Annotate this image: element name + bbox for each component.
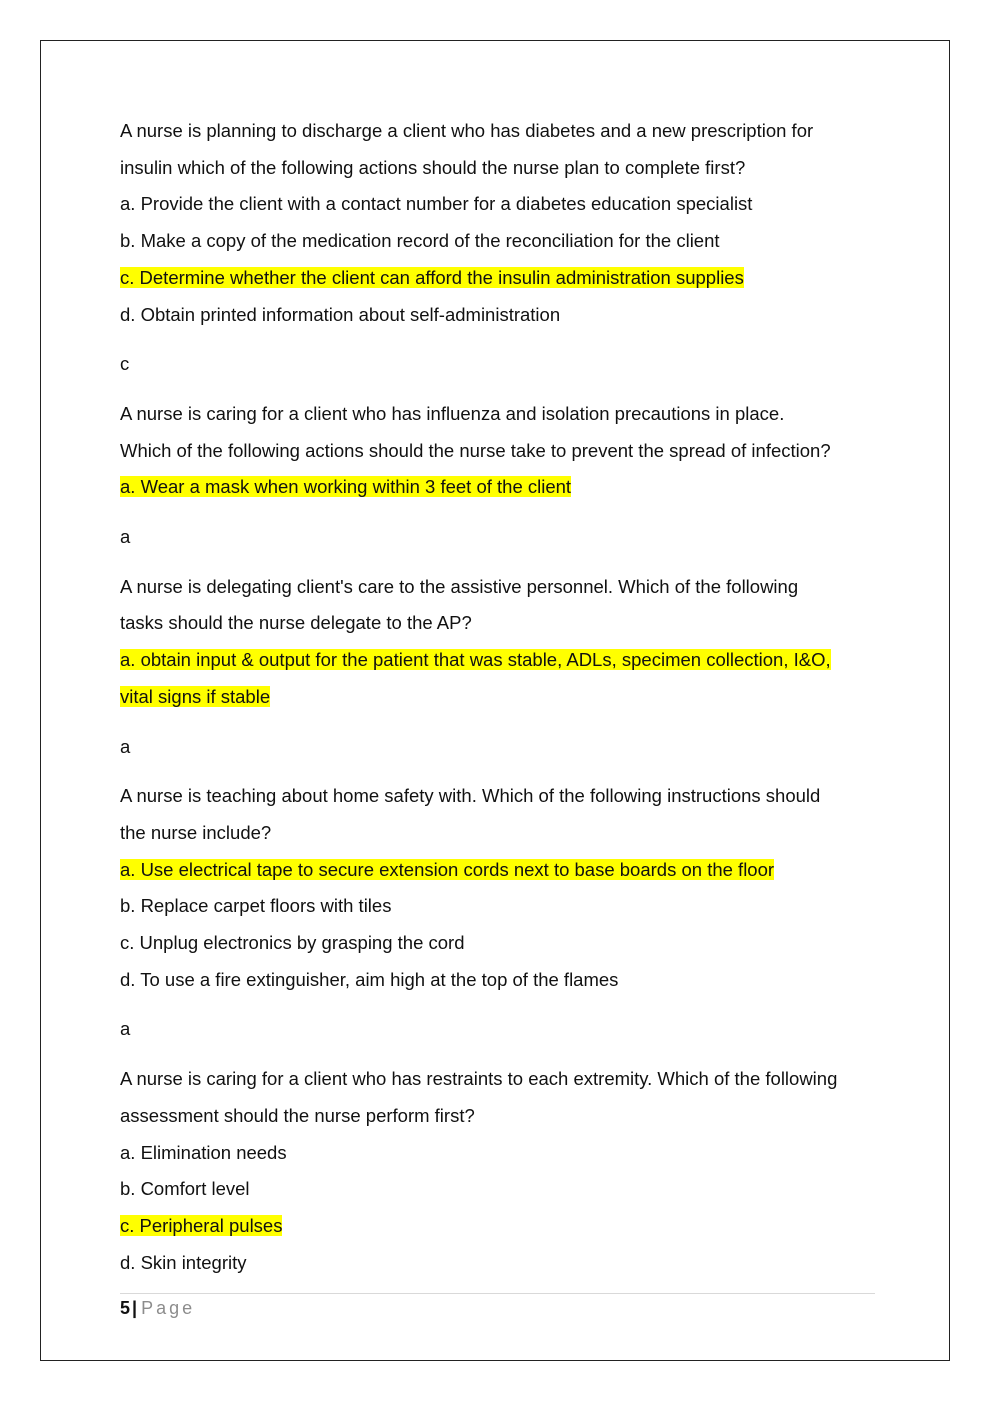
question-stem-line: A nurse is delegating client's care to the assistive personnel. Which of the following [120, 575, 799, 597]
option-a [120, 1135, 875, 1172]
question-stem-line: the nurse include? [120, 821, 272, 843]
question-block [120, 396, 875, 556]
option-text: a. Elimination needs [120, 1141, 287, 1163]
option-d [120, 297, 875, 334]
option-text: d. Skin integrity [120, 1251, 247, 1273]
question-stem-line: A nurse is teaching about home safety with. Which of the following instructions should [120, 785, 821, 807]
option-d [120, 1245, 875, 1282]
question-stem-line: A nurse is planning to discharge a client who has diabetes and a new prescription for [120, 120, 814, 141]
option-text: b. Make a copy of the medication record of the reconciliation for the client [120, 230, 720, 252]
highlighted-answer: a. obtain input & output for the patient that was stable, ADLs, specimen collection, I&O, [120, 649, 831, 671]
answer-key: c [120, 353, 130, 375]
highlighted-answer: a. Wear a mask when working within 3 feet of the client [120, 476, 572, 498]
option-d [120, 962, 875, 999]
option-text: c. Unplug electronics by grasping the cord [120, 932, 465, 954]
answer-key: a [120, 1018, 131, 1040]
option-text: d. To use a fire extinguisher, aim high at the top of the flames [120, 968, 619, 990]
answer-key: a [120, 526, 131, 548]
option-a [120, 186, 875, 223]
answer-key: a [120, 735, 131, 757]
option-text: b. Comfort level [120, 1178, 250, 1200]
question-stem-line: tasks should the nurse delegate to the AP? [120, 612, 472, 634]
option-c-highlighted [120, 1208, 875, 1245]
question-block [120, 778, 875, 1048]
highlighted-answer: a. Use electrical tape to secure extension cords next to base boards on the floor [120, 858, 775, 880]
option-c [120, 925, 875, 962]
footer-separator: | [132, 1298, 138, 1318]
option-a-highlighted [120, 852, 875, 889]
document-body [120, 113, 875, 1281]
highlighted-answer: vital signs if stable [120, 685, 271, 707]
page-label: Page [141, 1298, 196, 1318]
highlighted-answer: c. Determine whether the client can afford the insulin administration supplies [120, 266, 744, 288]
page-footer [120, 1296, 195, 1320]
option-text: d. Obtain printed information about self-administration [120, 303, 561, 325]
option-b [120, 223, 875, 260]
option-text: a. Provide the client with a contact number for a diabetes education specialist [120, 193, 753, 215]
option-a-highlighted [120, 469, 875, 506]
option-a-highlighted-cont [120, 679, 875, 716]
question-stem-line: A nurse is caring for a client who has restraints to each extremity. Which of the following [120, 1068, 838, 1090]
footer-divider [120, 1293, 875, 1294]
question-stem-line: Which of the following actions should the nurse take to prevent the spread of infection? [120, 439, 831, 461]
option-b [120, 1171, 875, 1208]
question-block [120, 569, 875, 766]
question-stem-line: assessment should the nurse perform first? [120, 1104, 475, 1126]
question-stem-line: insulin which of the following actions should the nurse plan to complete first? [120, 156, 746, 178]
option-c-highlighted [120, 260, 875, 297]
page-number: 5 [120, 1298, 131, 1318]
option-text: b. Replace carpet floors with tiles [120, 895, 392, 917]
option-b [120, 888, 875, 925]
question-block [120, 1061, 875, 1281]
question-stem-line: A nurse is caring for a client who has influenza and isolation precautions in place. [120, 402, 785, 424]
question-block [120, 113, 875, 383]
highlighted-answer: c. Peripheral pulses [120, 1214, 283, 1236]
option-a-highlighted [120, 642, 875, 679]
